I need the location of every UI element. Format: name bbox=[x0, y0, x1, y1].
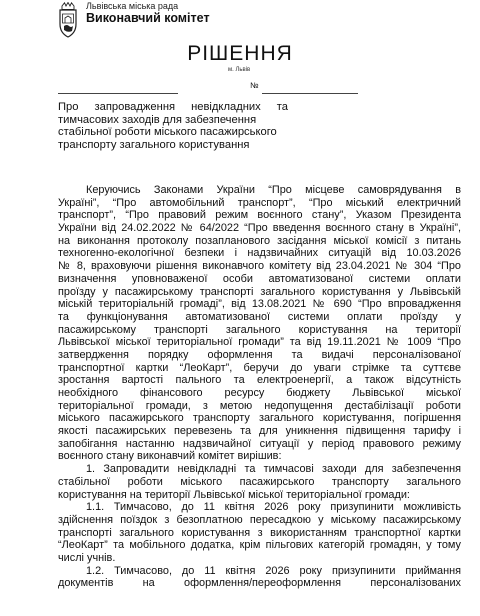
document-body bbox=[58, 184, 461, 590]
body-line: зростання вартості пального та електроенергії, а також відсутність bbox=[58, 374, 461, 387]
number-sign: № bbox=[250, 81, 259, 90]
body-line: міського пасажирського транспорту загального користування, погіршення bbox=[58, 412, 461, 425]
body-line: “ЛеоКарт” та мобільного додатка, крім пільгових категорій громадян, у тому bbox=[58, 539, 461, 552]
body-line: стабільної роботи міського пасажирського транспорту загального bbox=[58, 475, 461, 488]
body-line: якості пасажирських перевезень та для уникнення підвищення тарифу і bbox=[58, 425, 461, 438]
subject-line: Про запровадження невідкладних та bbox=[58, 101, 288, 113]
body-line: транспорт”, “Про правовий режим воєнного стану”, Указом Президента bbox=[58, 209, 461, 222]
body-line: запобігання настанню надзвичайної ситуації у період правового режиму bbox=[58, 437, 461, 450]
body-line: Львівської міської територіальної громади” та від 19.11.2021 № 1009 “Про bbox=[58, 336, 461, 349]
body-line: на виконання протоколу позапланового засідання міської комісії з питань bbox=[58, 234, 461, 247]
body-line: воєнного стану виконавчий комітет вирішив: bbox=[58, 450, 282, 463]
subject-line: транспорту загального користування bbox=[58, 138, 250, 151]
body-line: 1.1. Тимчасово, до 11 квітня 2026 року призупинити можливість bbox=[86, 501, 461, 514]
body-line: та функціонування автоматизованої системи оплати проїзду у bbox=[58, 310, 461, 323]
body-line: визначення уповноваженої особи автоматизованої системи оплати bbox=[58, 272, 461, 285]
body-line: проїзду у пасажирському транспорті загального користування у Львівській bbox=[58, 285, 461, 298]
body-line: користування на території Львівської міської територіальної громади: bbox=[58, 488, 410, 501]
subject-line: стабільної роботи міського пасажирського bbox=[58, 126, 277, 139]
body-line: України від 24.02.2022 № 64/2022 “Про введення воєнного стану в Україні”, bbox=[58, 222, 461, 235]
body-line: необхідного фінансового ресурсу бюджету Львівської міської bbox=[58, 387, 461, 399]
body-line: техногенно-екологічної безпеки і надзвичайних ситуацій від 10.03.2026 bbox=[58, 247, 461, 260]
body-line: 1. Запровадити невідкладні та тимчасові заходи для забезпечення bbox=[86, 463, 461, 476]
council-name: Львівська міська рада bbox=[86, 1, 179, 11]
body-line: пасажирському транспорті загального користування на території bbox=[58, 323, 461, 336]
number-blank-line bbox=[262, 93, 358, 94]
city-label: м. Львів bbox=[228, 67, 251, 73]
body-line: транспортної картки “ЛеоКарт”, беручи до уваги стрімке та суттєве bbox=[58, 361, 461, 374]
city-emblem-icon bbox=[58, 2, 78, 38]
document-title: РІШЕННЯ bbox=[187, 42, 293, 65]
subject-line: тимчасових заходів для забезпечення bbox=[58, 113, 257, 126]
body-line: транспорті загального користування з використанням транспортної картки bbox=[58, 526, 461, 539]
body-line: міській територіальній громаді”, від 13.08.2021 № 690 “Про впровадження bbox=[58, 298, 461, 311]
committee-name: Виконавчий комітет bbox=[86, 11, 210, 25]
body-line: документів на оформлення/переоформлення персоналізованих bbox=[58, 577, 461, 590]
document-subject bbox=[58, 101, 288, 151]
body-line: здійснення поїздок з безоплатною пересадкою у міському пасажирському bbox=[58, 513, 461, 526]
body-line: 1.2. Тимчасово, до 11 квітня 2026 року призупинити приймання bbox=[86, 564, 461, 577]
body-line: числі учнів. bbox=[58, 551, 116, 564]
date-blank-line bbox=[58, 93, 178, 94]
body-line: територіальної громади, з метою недопущення дестабілізації роботи bbox=[58, 399, 461, 412]
body-line: Україні”, “Про автомобільний транспорт”, “Про міський електричний bbox=[58, 196, 461, 209]
body-line: № 8, враховуючи рішення виконавчого комітету від 23.04.2021 № 304 “Про bbox=[58, 260, 461, 273]
body-line: затвердження порядку оформлення та видачі персоналізованої bbox=[58, 348, 461, 361]
body-line: Керуючись Законами України “Про місцеве самоврядування в bbox=[86, 184, 461, 196]
